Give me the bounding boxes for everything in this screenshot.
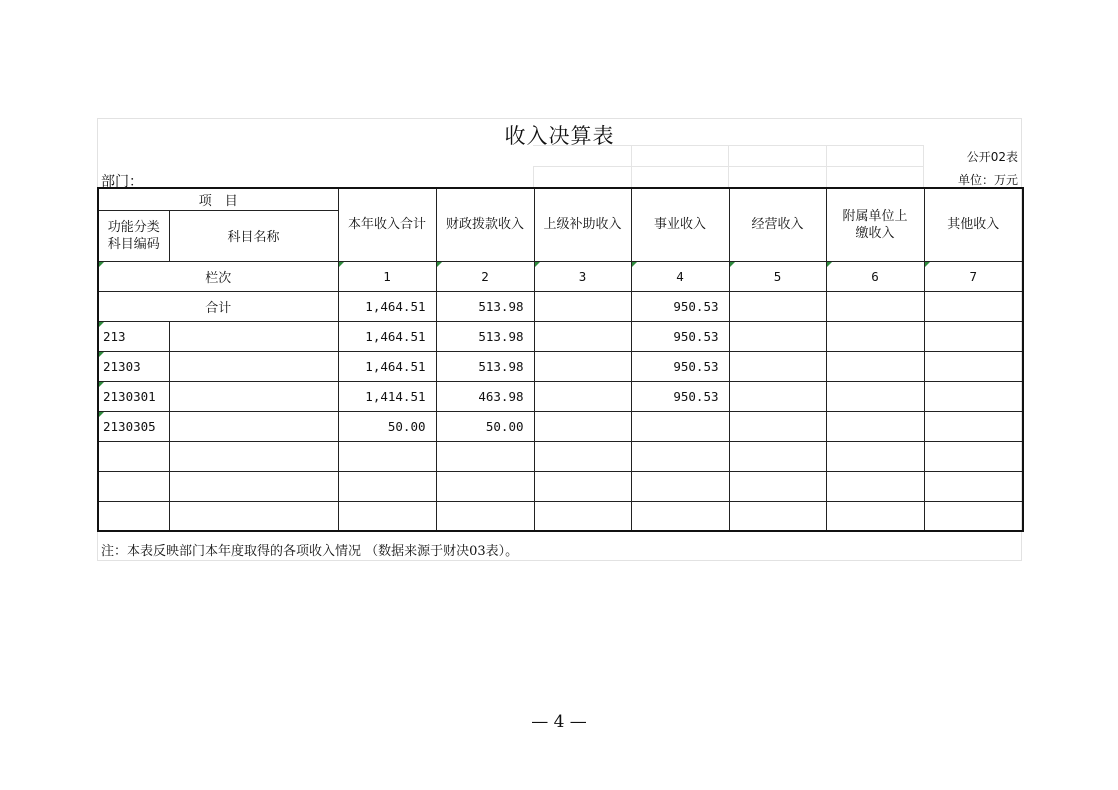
column-index-label: 栏次 (98, 261, 338, 291)
total-value: 1,464.51 (338, 291, 436, 321)
table-row (98, 351, 1023, 381)
report-sheet (97, 118, 1022, 561)
row-value (631, 441, 729, 471)
row-value (924, 441, 1023, 471)
department-label: 部门： (101, 174, 143, 190)
row-value: 1,464.51 (338, 321, 436, 351)
form-number: 公开02表 (966, 150, 1018, 164)
row-name (169, 411, 338, 441)
row-code (98, 501, 169, 531)
cell-corner-marker (99, 352, 104, 357)
cell-corner-marker (99, 382, 104, 387)
income-table (97, 187, 1024, 532)
row-value: 1,414.51 (338, 381, 436, 411)
column-index: 4 (631, 261, 729, 291)
row-value (924, 351, 1023, 381)
header-item: 项 目 (98, 188, 338, 210)
row-value (924, 321, 1023, 351)
header-col-1: 本年收入合计 (338, 188, 436, 261)
column-index-row (98, 261, 1023, 291)
row-value: 50.00 (436, 411, 534, 441)
row-value: 950.53 (631, 351, 729, 381)
report-title: 收入决算表 (504, 124, 615, 148)
header-col-7: 其他收入 (924, 188, 1023, 261)
header-col-6: 附属单位上缴收入 (826, 188, 924, 261)
cell-corner-marker (535, 262, 540, 267)
total-value (924, 291, 1023, 321)
row-code: 21303 (98, 351, 169, 381)
row-value (826, 321, 924, 351)
header-col-2: 财政拨款收入 (436, 188, 534, 261)
faint-gridline (533, 166, 534, 187)
sheet-border-top (97, 118, 1022, 119)
row-value (631, 501, 729, 531)
page-number: — 4 — (531, 712, 587, 732)
table-row (98, 471, 1023, 501)
table-row (98, 441, 1023, 471)
row-name (169, 321, 338, 351)
row-value (534, 501, 631, 531)
row-value (631, 471, 729, 501)
total-row (98, 291, 1023, 321)
row-value (924, 471, 1023, 501)
faint-gridline (631, 145, 632, 187)
row-value: 513.98 (436, 351, 534, 381)
row-value (826, 471, 924, 501)
row-value (924, 411, 1023, 441)
row-code: 2130301 (98, 381, 169, 411)
total-value: 950.53 (631, 291, 729, 321)
row-value (729, 381, 826, 411)
column-index: 7 (924, 261, 1023, 291)
row-value (436, 441, 534, 471)
total-value (534, 291, 631, 321)
row-value (729, 441, 826, 471)
row-value: 463.98 (436, 381, 534, 411)
row-value (534, 441, 631, 471)
header-name: 科目名称 (169, 210, 338, 261)
row-name (169, 471, 338, 501)
row-value (534, 471, 631, 501)
header-col-3: 上级补助收入 (534, 188, 631, 261)
row-value: 50.00 (338, 411, 436, 441)
table-note: 注：本表反映部门本年度取得的各项收入情况 （数据来源于财决03表）。 (101, 544, 519, 559)
row-code: 213 (98, 321, 169, 351)
header-code: 功能分类科目编码 (98, 210, 169, 261)
row-value: 1,464.51 (338, 351, 436, 381)
total-label: 合计 (98, 291, 338, 321)
row-value: 513.98 (436, 321, 534, 351)
row-value (436, 501, 534, 531)
cell-corner-marker (339, 262, 344, 267)
header-col-5: 经营收入 (729, 188, 826, 261)
row-value (534, 351, 631, 381)
faint-gridline (826, 145, 827, 187)
row-value (534, 411, 631, 441)
column-index: 6 (826, 261, 924, 291)
row-value (729, 501, 826, 531)
row-value (338, 471, 436, 501)
row-value (826, 411, 924, 441)
total-value (729, 291, 826, 321)
row-name (169, 501, 338, 531)
row-value (729, 411, 826, 441)
table-row (98, 501, 1023, 531)
header-row-1 (98, 188, 1023, 210)
cell-corner-marker (827, 262, 832, 267)
row-value (338, 501, 436, 531)
row-value (729, 351, 826, 381)
column-index: 2 (436, 261, 534, 291)
table-row (98, 321, 1023, 351)
cell-corner-marker (925, 262, 930, 267)
row-value (826, 381, 924, 411)
total-value (826, 291, 924, 321)
row-name (169, 441, 338, 471)
row-value (924, 501, 1023, 531)
total-value: 513.98 (436, 291, 534, 321)
row-name (169, 351, 338, 381)
cell-corner-marker (730, 262, 735, 267)
row-value (534, 321, 631, 351)
column-index: 3 (534, 261, 631, 291)
table-row (98, 411, 1023, 441)
row-value (436, 471, 534, 501)
row-value (338, 441, 436, 471)
column-index: 1 (338, 261, 436, 291)
header-col-4: 事业收入 (631, 188, 729, 261)
row-value: 950.53 (631, 321, 729, 351)
cell-corner-marker (632, 262, 637, 267)
row-code (98, 471, 169, 501)
row-value (826, 501, 924, 531)
cell-corner-marker (437, 262, 442, 267)
row-code (98, 441, 169, 471)
row-value: 950.53 (631, 381, 729, 411)
sheet-border-bottom (97, 560, 1022, 561)
row-value (924, 381, 1023, 411)
unit-label: 单位：万元 (957, 173, 1018, 187)
row-value (826, 351, 924, 381)
row-value (826, 441, 924, 471)
row-name (169, 381, 338, 411)
row-value (534, 381, 631, 411)
row-value (729, 471, 826, 501)
cell-corner-marker (99, 322, 104, 327)
row-value (729, 321, 826, 351)
faint-gridline (923, 145, 924, 187)
row-code: 2130305 (98, 411, 169, 441)
table-row (98, 381, 1023, 411)
row-value (631, 411, 729, 441)
column-index: 5 (729, 261, 826, 291)
cell-corner-marker (99, 262, 104, 267)
faint-gridline (728, 145, 729, 187)
cell-corner-marker (99, 412, 104, 417)
